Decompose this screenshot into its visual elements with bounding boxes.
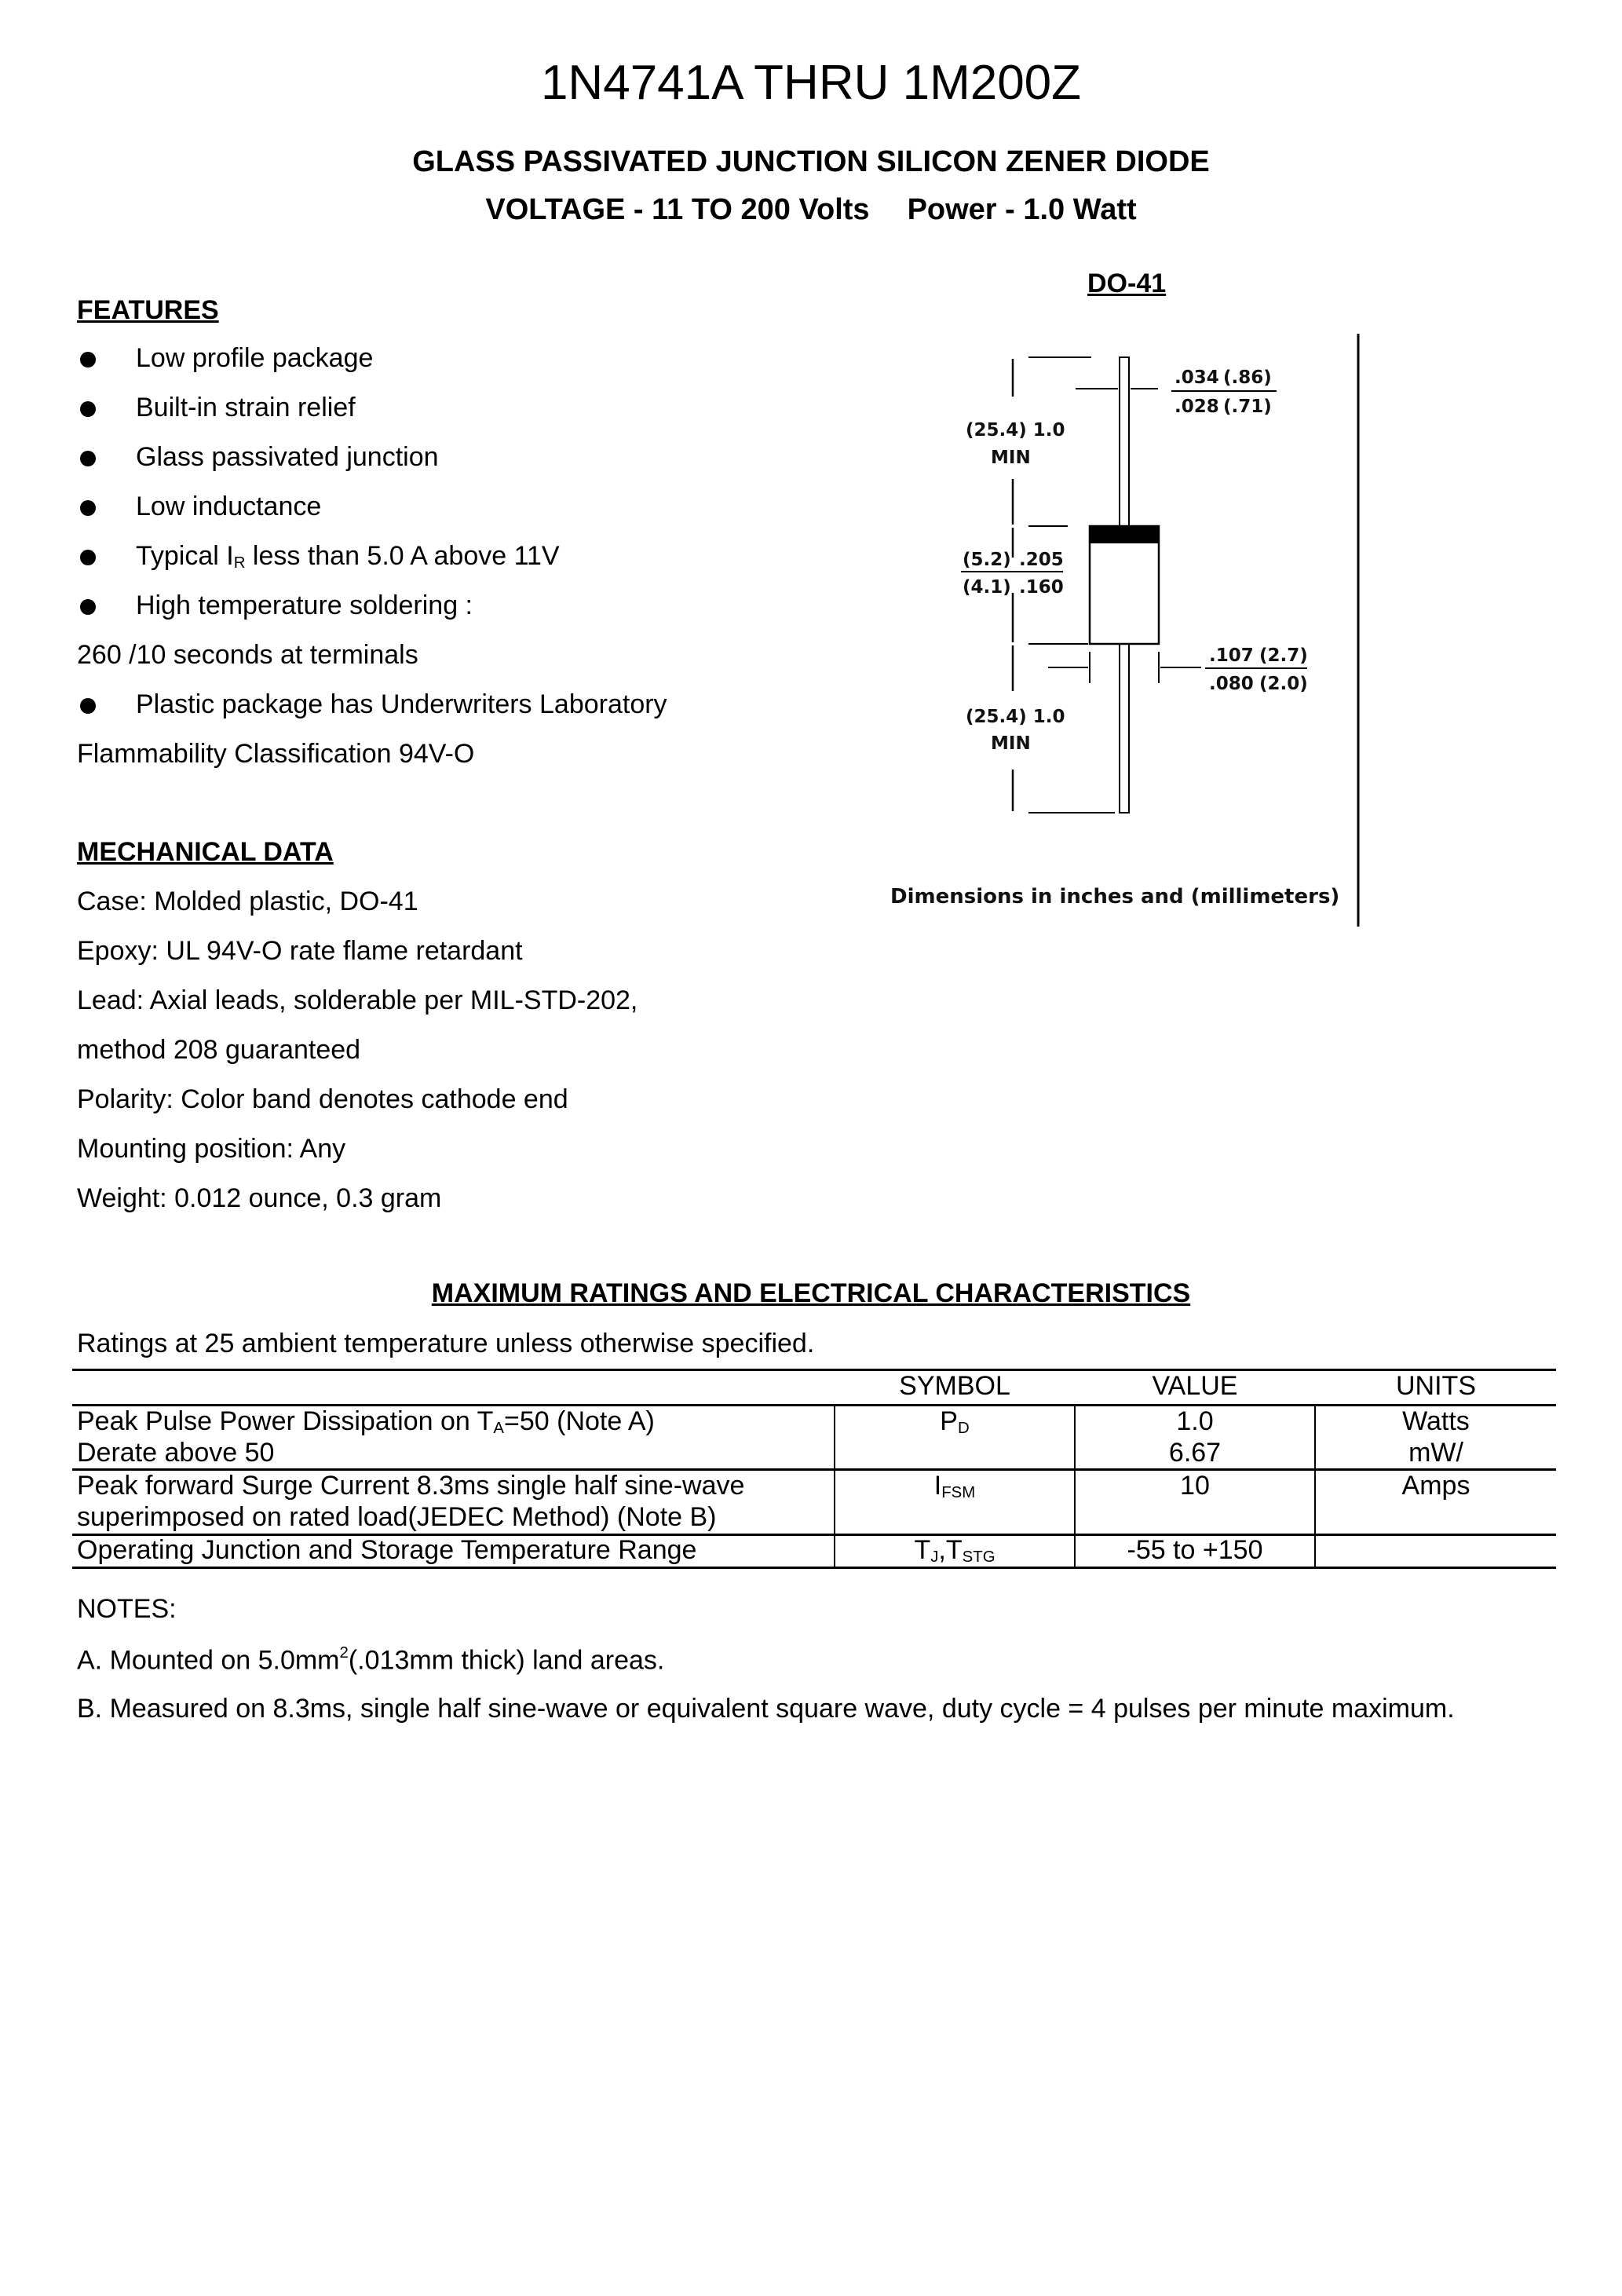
mechanical-heading: MECHANICAL DATA xyxy=(77,837,334,867)
mechanical-line: Lead: Axial leads, solderable per MIL-STD-202, xyxy=(77,985,638,1015)
mechanical-line: Epoxy: UL 94V-O rate flame retardant xyxy=(77,936,523,966)
voltage-range: VOLTAGE - 11 TO 200 Volts xyxy=(485,193,870,226)
notes-heading: NOTES: xyxy=(77,1594,177,1624)
dim-label: MIN xyxy=(991,448,1031,468)
table-cell-symbol: $P_D$ xyxy=(940,1406,970,1438)
dim-label: .034 xyxy=(1174,367,1219,388)
diode-body xyxy=(1090,526,1159,644)
column-header: VALUE xyxy=(1152,1371,1238,1401)
table-cell-parameter: Peak Pulse Power Dissipation on $T_A=50$ (Note A) xyxy=(77,1406,655,1438)
mechanical-line: Polarity: Color band denotes cathode end xyxy=(77,1084,568,1114)
table-cell-parameter: Derate above 50 xyxy=(77,1438,275,1468)
dim-label: (2.7) xyxy=(1259,645,1308,666)
rating-summary xyxy=(0,193,1622,227)
feature-item: Plastic package has Underwriters Laboratory xyxy=(136,689,667,719)
ratings-heading: MAXIMUM RATINGS AND ELECTRICAL CHARACTERISTICS xyxy=(431,1278,1191,1308)
dim-label: (25.4) 1.0 xyxy=(966,707,1065,727)
dim-label: .080 xyxy=(1209,674,1254,694)
table-cell-parameter: Operating Junction and Storage Temperature Range xyxy=(77,1535,697,1565)
bullet-icon xyxy=(80,451,96,466)
bullet-icon xyxy=(80,500,96,516)
dim-label: MIN xyxy=(991,733,1031,754)
dim-label: .205 xyxy=(1019,550,1064,570)
column-header: SYMBOL xyxy=(899,1371,1010,1401)
mechanical-line: Case: Molded plastic, DO-41 xyxy=(77,887,418,916)
page-subtitle: GLASS PASSIVATED JUNCTION SILICON ZENER DIODE xyxy=(412,145,1210,178)
bottom-lead xyxy=(1120,644,1129,813)
feature-item-continued: Flammability Classification 94V-O xyxy=(77,739,475,769)
dim-label: (.71) xyxy=(1223,397,1272,417)
table-cell-parameter: superimposed on rated load(JEDEC Method) (Note B) xyxy=(77,1502,717,1532)
dim-label: (2.0) xyxy=(1259,674,1308,694)
dim-label: (4.1) xyxy=(963,577,1011,598)
note-a: A. Mounted on $5.0mm^2(.013mm$ thick) land areas. xyxy=(77,1644,665,1676)
do41-dimension-drawing xyxy=(887,322,1366,927)
bullet-icon xyxy=(80,698,96,714)
table-cell-unit: mW/ xyxy=(1408,1438,1463,1468)
table-cell-value: 6.67 xyxy=(1168,1438,1222,1468)
ratings-note: Ratings at 25 ambient temperature unless otherwise specified. xyxy=(77,1329,815,1358)
diagram-caption: Dimensions in inches and (millimeters) xyxy=(890,885,1340,909)
bullet-icon xyxy=(80,550,96,565)
table-cell-symbol: $I_{FSM}$ xyxy=(933,1471,976,1502)
bullet-icon xyxy=(80,401,96,417)
dim-label: .160 xyxy=(1019,577,1064,598)
power-rating: Power - 1.0 Watt xyxy=(907,193,1137,226)
dim-label: (.86) xyxy=(1223,367,1272,388)
mechanical-line: Weight: 0.012 ounce, 0.3 gram xyxy=(77,1183,442,1213)
dim-label: .028 xyxy=(1174,397,1219,417)
dim-label: (25.4) 1.0 xyxy=(966,420,1065,441)
dim-label: (5.2) xyxy=(963,550,1011,570)
table-cell-value: 1.0 xyxy=(1176,1406,1214,1436)
feature-item: Built-in strain relief xyxy=(136,393,356,422)
table-cell-value: -55 to +150 xyxy=(1127,1535,1263,1565)
page-title: 1N4741A THRU 1M200Z xyxy=(540,56,1082,110)
feature-item: High temperature soldering : xyxy=(136,590,473,620)
mechanical-line: method 208 guaranteed xyxy=(77,1035,361,1065)
note-b: B. Measured on 8.3ms, single half sine-wave or equivalent square wave, duty cycle = 4 pulses per minute maximum. xyxy=(77,1694,1455,1724)
feature-item: Low inductance xyxy=(136,492,322,521)
features-heading: FEATURES xyxy=(77,295,219,325)
table-cell-symbol: $T_J,T_{STG}$ xyxy=(914,1535,995,1567)
feature-item: Low profile package xyxy=(136,343,374,373)
feature-item: Typical $I_R$ less than 5.0 A above 11V xyxy=(136,541,560,572)
mechanical-line: Mounting position: Any xyxy=(77,1134,346,1164)
feature-item-continued: 260 /10 seconds at terminals xyxy=(77,640,418,670)
table-cell-unit: Amps xyxy=(1401,1471,1470,1501)
dim-label: .107 xyxy=(1209,645,1254,666)
table-cell-value: 10 xyxy=(1180,1471,1210,1501)
table-rule xyxy=(72,1567,1556,1569)
table-cell-unit: Watts xyxy=(1402,1406,1470,1436)
package-label: DO-41 xyxy=(1087,269,1167,298)
top-lead xyxy=(1120,357,1129,526)
column-header: UNITS xyxy=(1396,1371,1476,1401)
bullet-icon xyxy=(80,599,96,615)
feature-item: Glass passivated junction xyxy=(136,442,439,472)
bullet-icon xyxy=(80,352,96,367)
table-cell-parameter: Peak forward Surge Current 8.3ms single half sine-wave xyxy=(77,1471,745,1501)
cathode-band xyxy=(1090,526,1159,543)
